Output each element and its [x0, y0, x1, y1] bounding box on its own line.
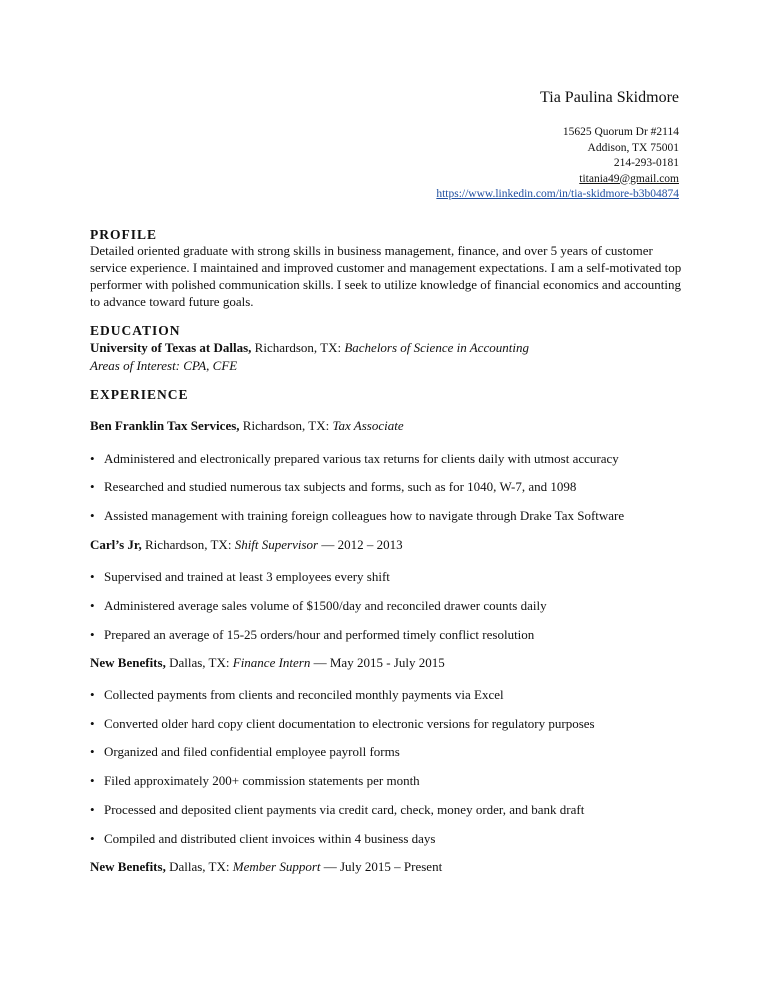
job-dates: — July 2015 – Present [320, 859, 443, 874]
job-role: Member Support [232, 859, 321, 874]
candidate-name: Tia Paulina Skidmore [540, 89, 679, 106]
job-header [90, 655, 445, 671]
job-location: Dallas, TX: [165, 859, 233, 874]
employer: Ben Franklin Tax Services, [90, 418, 240, 433]
phone-line: 214-293-0181 [613, 157, 679, 169]
address-line: 15625 Quorum Dr #2114 [562, 126, 679, 138]
job-header [90, 537, 403, 553]
profile-heading: PROFILE [90, 227, 158, 242]
job-header [90, 418, 404, 434]
job-role: Tax Associate [332, 418, 404, 433]
education-line [90, 340, 529, 356]
experience-heading: EXPERIENCE [90, 387, 189, 402]
job-dates: — 2012 – 2013 [318, 537, 403, 552]
employer: New Benefits, [90, 859, 166, 874]
linkedin-link[interactable]: https://www.linkedin.com/in/tia-skidmore-b3b04874 [436, 188, 679, 200]
school-name: University of Texas at Dallas, [90, 340, 252, 355]
city-line: Addison, TX 75001 [587, 141, 679, 154]
job-location: Dallas, TX: [165, 655, 233, 670]
list-item: • Administered and electronically prepared various tax returns for clients daily with utmost accuracy [90, 451, 619, 466]
list-item: • Assisted management with training foreign colleagues how to navigate through Drake Tax Software [90, 508, 625, 523]
areas-of-interest: Areas of Interest: CPA, CFE [90, 358, 238, 373]
list-item: • Converted older hard copy client documentation to electronic versions for regulatory purposes [90, 716, 595, 731]
email-link[interactable]: titania49@gmail.com [579, 172, 679, 185]
job-dates: — May 2015 - July 2015 [310, 655, 445, 670]
list-item: • Organized and filed confidential employee payroll forms [90, 744, 400, 759]
employer: New Benefits, [90, 655, 166, 670]
contact-block [436, 125, 679, 203]
job-header [90, 859, 442, 875]
list-item: • Administered average sales volume of $1500/day and reconciled drawer counts daily [90, 598, 547, 613]
job-role: Finance Intern [232, 655, 311, 670]
profile-text: Detailed oriented graduate with strong skills in business management, finance, and over 5 years of customer service experience. I maintained and improved customer and management expectations. I am a self-motivated top performer with polished communication skills. I seek to utilize knowledge of financial economics and accounting to advance toward future goals. [90, 243, 682, 309]
list-item: • Compiled and distributed client invoices within 4 business days [90, 831, 436, 846]
degree: Bachelors of Science in Accounting [344, 340, 529, 355]
list-item: • Filed approximately 200+ commission statements per month [90, 773, 420, 788]
list-item: • Researched and studied numerous tax subjects and forms, such as for 1040, W-7, and 1098 [90, 479, 577, 494]
job-role: Shift Supervisor [234, 537, 319, 552]
education-heading: EDUCATION [90, 323, 181, 338]
job-location: Richardson, TX: [141, 537, 235, 552]
list-item: • Prepared an average of 15-25 orders/hour and performed timely conflict resolution [90, 627, 535, 642]
school-location: Richardson, TX: [251, 340, 345, 355]
list-item: • Supervised and trained at least 3 employees every shift [90, 569, 390, 584]
list-item: • Collected payments from clients and reconciled monthly payments via Excel [90, 687, 504, 702]
employer: Carl’s Jr, [90, 537, 142, 552]
list-item: • Processed and deposited client payments via credit card, check, money order, and bank draft [90, 802, 585, 817]
job-location: Richardson, TX: [239, 418, 333, 433]
